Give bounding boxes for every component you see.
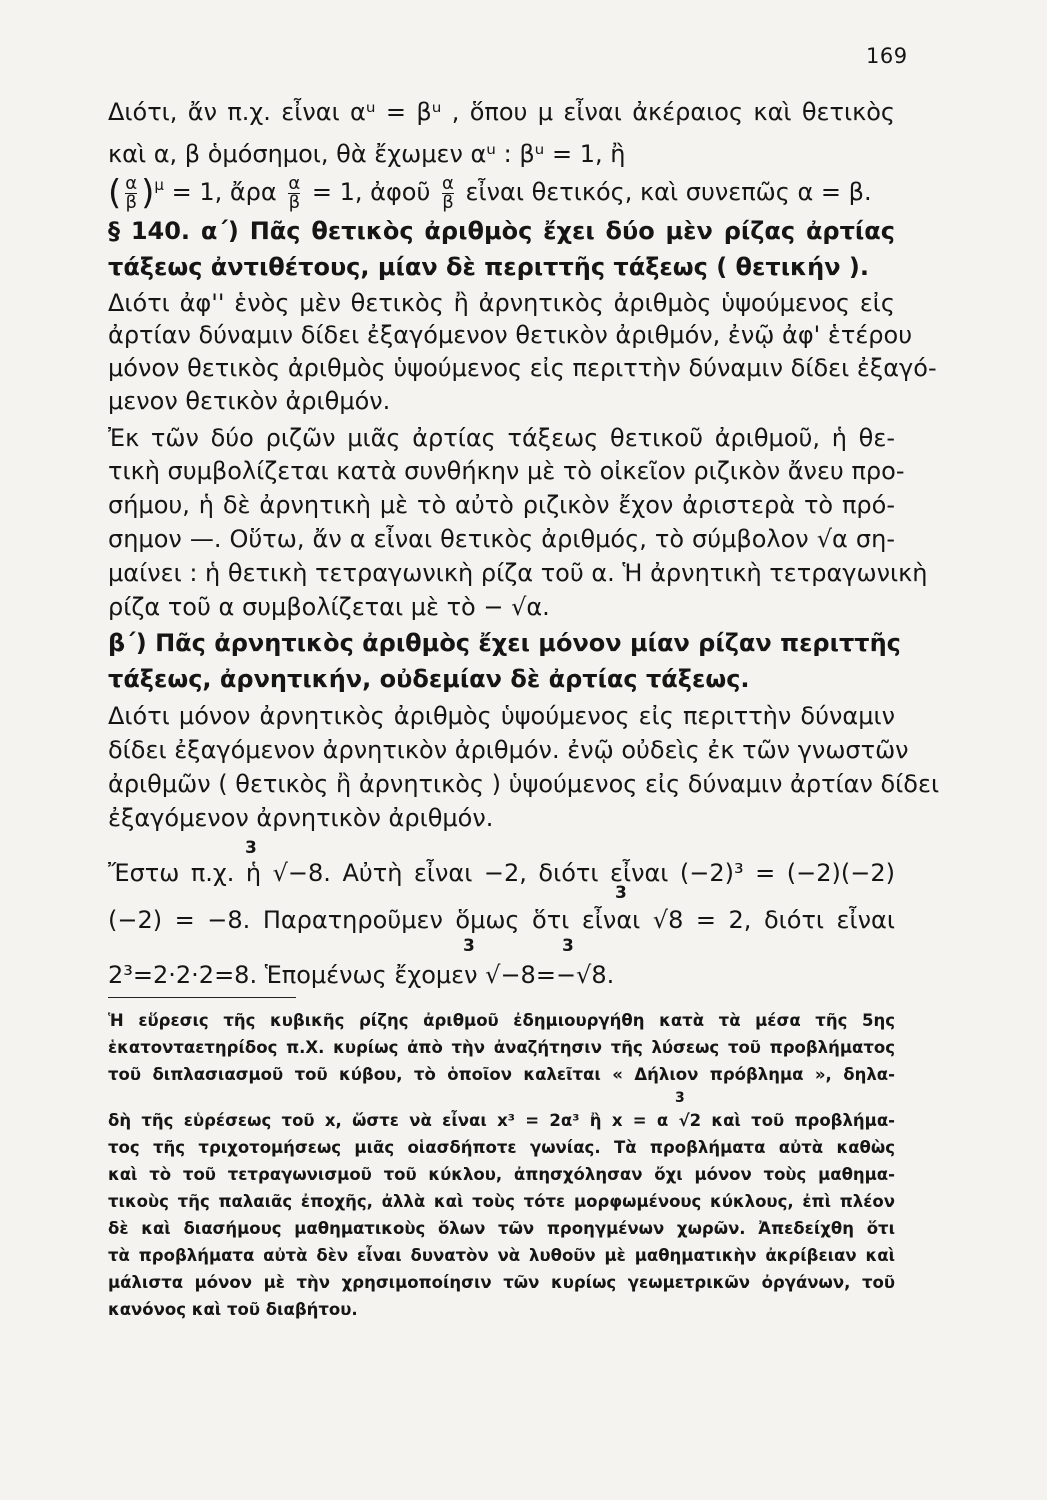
text-line: Διότι μόνον ἀρνητικὸς ἀριθμὸς ὑψούμενος εἰς περιττὴν δύναμιν [108, 702, 895, 730]
page-number: 169 [866, 44, 908, 68]
root-index: 3 [562, 936, 574, 956]
formula-line: ( $\frac{\alpha}{\beta}$ )$^\mu$ = 1, ἄρα $\frac{\alpha}{\beta}$ = 1, ἀφοῦ $\frac{\alpha}{\beta}$ εἶναι θετικός, καὶ συνεπῶς α = β. [108, 172, 872, 213]
text-line: μενον θετικὸν ἀριθμόν. [108, 387, 391, 415]
text-line: καὶ α, β ὁμόσημοι, θὰ ἔχωμεν αᵘ : βᵘ = 1, ἢ [108, 140, 626, 168]
text-line: ἀριθμῶν ( θετικὸς ἢ ἀρνητικὸς ) ὑψούμενος εἰς δύναμιν ἀρτίαν δίδει [108, 770, 940, 798]
text-line: δίδει ἐξαγόμενον ἀρνητικὸν ἀριθμόν. ἐνῷ οὐδεὶς ἐκ τῶν γνωστῶν [108, 736, 909, 764]
footnote-rule [108, 997, 296, 998]
footnote-line: δὲ καὶ διασήμους μαθηματικοὺς ὅλων τῶν προηγμένων χωρῶν. Ἀπεδείχθη ὅτι [108, 1219, 895, 1238]
section-heading: β΄) Πᾶς ἀρνητικὸς ἀριθμὸς ἔχει μόνον μίαν ρίζαν περιττῆς [108, 629, 901, 657]
section-heading: τάξεως, ἀρνητικήν, οὐδεμίαν δὲ ἀρτίας τάξεως. [108, 665, 750, 693]
footnote-line: ἑκατονταετηρίδος π.Χ. κυρίως ἀπὸ τὴν ἀναζήτησιν τῆς λύσεως τοῦ προβλήματος [108, 1038, 895, 1057]
footnote-line: Ἡ εὕρεσις τῆς κυβικῆς ρίζης ἀριθμοῦ ἐδημιουργήθη κατὰ τὰ μέσα τῆς 5ης [108, 1011, 895, 1030]
text-line: σημον —. Οὕτω, ἄν α εἶναι θετικὸς ἀριθμός, τὸ σύμβολον √α ση- [108, 525, 895, 553]
root-index: 3 [615, 883, 627, 903]
footnote-line: κανόνος καὶ τοῦ διαβήτου. [108, 1300, 358, 1319]
text-line: 2³=2·2·2=8. Ἑπομένως ἔχομεν √−8=−√8. [108, 961, 615, 989]
footnote-line: τοῦ διπλασιασμοῦ τοῦ κύβου, τὸ ὁποῖον καλεῖται « Δήλιον πρόβλημα », δηλα- [108, 1065, 895, 1084]
root-index: 3 [245, 838, 257, 858]
text-line: ἀρτίαν δύναμιν δίδει ἐξαγόμενον θετικὸν ἀριθμόν, ἐνῷ ἀφ' ἑτέρου [108, 321, 913, 349]
footnote-line: τὰ προβλήματα αὐτὰ δὲν εἶναι δυνατὸν νὰ λυθοῦν μὲ μαθηματικὴν ἀκρίβειαν καὶ [108, 1246, 895, 1265]
root-index: 3 [675, 1090, 685, 1106]
fraction: $\frac{\alpha}{\beta}$ [288, 172, 301, 213]
text-line: Ἔστω π.χ. ἡ √−8. Αὐτὴ εἶναι −2, διότι εἶναι (−2)³ = (−2)(−2) [108, 859, 895, 887]
section-heading: § 140. α΄) Πᾶς θετικὸς ἀριθμὸς ἔχει δύο μὲν ρίζας ἀρτίας [108, 217, 895, 245]
footnote-line: δὴ τῆς εὑρέσεως τοῦ x, ὥστε νὰ εἶναι x³ = 2α³ ἢ x = α √2 καὶ τοῦ προβλήμα- [108, 1111, 895, 1130]
text-line: (−2) = −8. Παρατηροῦμεν ὅμως ὅτι εἶναι √8 = 2, διότι εἶναι [108, 906, 895, 934]
footnote-line: τος τῆς τριχοτομήσεως μιᾶς οἱασδήποτε γωνίας. Τὰ προβλήματα αὐτὰ καθὼς [108, 1138, 895, 1157]
footnote-line: τικοὺς τῆς παλαιᾶς ἐποχῆς, ἀλλὰ καὶ τοὺς τότε μορφωμένους κύκλους, ἐπὶ πλέον [108, 1192, 895, 1211]
root-index: 3 [463, 936, 475, 956]
text-line: ρίζα τοῦ α συμβολίζεται μὲ τὸ − √α. [108, 593, 550, 621]
text-line: μόνον θετικὸς ἀριθμὸς ὑψούμενος εἰς περιττὴν δύναμιν δίδει ἐξαγό- [108, 354, 937, 382]
text-line: ἐξαγόμενον ἀρνητικὸν ἀριθμόν. [108, 804, 494, 832]
text-line: Διότι, ἄν π.χ. εἶναι αᵘ = βᵘ , ὅπου μ εἶναι ἀκέραιος καὶ θετικὸς [108, 98, 895, 126]
text-line: μαίνει : ἡ θετικὴ τετραγωνικὴ ρίζα τοῦ α. Ἡ ἀρνητικὴ τετραγωνικὴ [108, 559, 928, 587]
fraction: $\frac{\alpha}{\beta}$ [442, 172, 454, 213]
text-line: σήμου, ἡ δὲ ἀρνητικὴ μὲ τὸ αὐτὸ ριζικὸν ἔχον ἀριστερὰ τὸ πρό- [108, 491, 895, 519]
text-line: τικὴ συμβολίζεται κατὰ συνθήκην μὲ τὸ οἰκεῖον ριζικὸν ἄνευ προ- [108, 457, 905, 485]
section-heading: τάξεως ἀντιθέτους, μίαν δὲ περιττῆς τάξεως ( θετικήν ). [108, 253, 869, 281]
footnote-line: μάλιστα μόνον μὲ τὴν χρησιμοποίησιν τῶν κυρίως γεωμετρικῶν ὀργάνων, τοῦ [108, 1273, 895, 1292]
footnote-line: καὶ τὸ τοῦ τετραγωνισμοῦ τοῦ κύκλου, ἀπησχόλησαν ὄχι μόνον τοὺς μαθημα- [108, 1165, 895, 1184]
fraction: $\frac{\alpha}{\beta}$ [125, 172, 138, 213]
text-line: Διότι ἀφ'' ἑνὸς μὲν θετικὸς ἢ ἀρνητικὸς ἀριθμὸς ὑψούμενος εἰς [108, 289, 895, 317]
text-line: Ἐκ τῶν δύο ριζῶν μιᾶς ἀρτίας τάξεως θετικοῦ ἀριθμοῦ, ἡ θε- [108, 424, 895, 452]
